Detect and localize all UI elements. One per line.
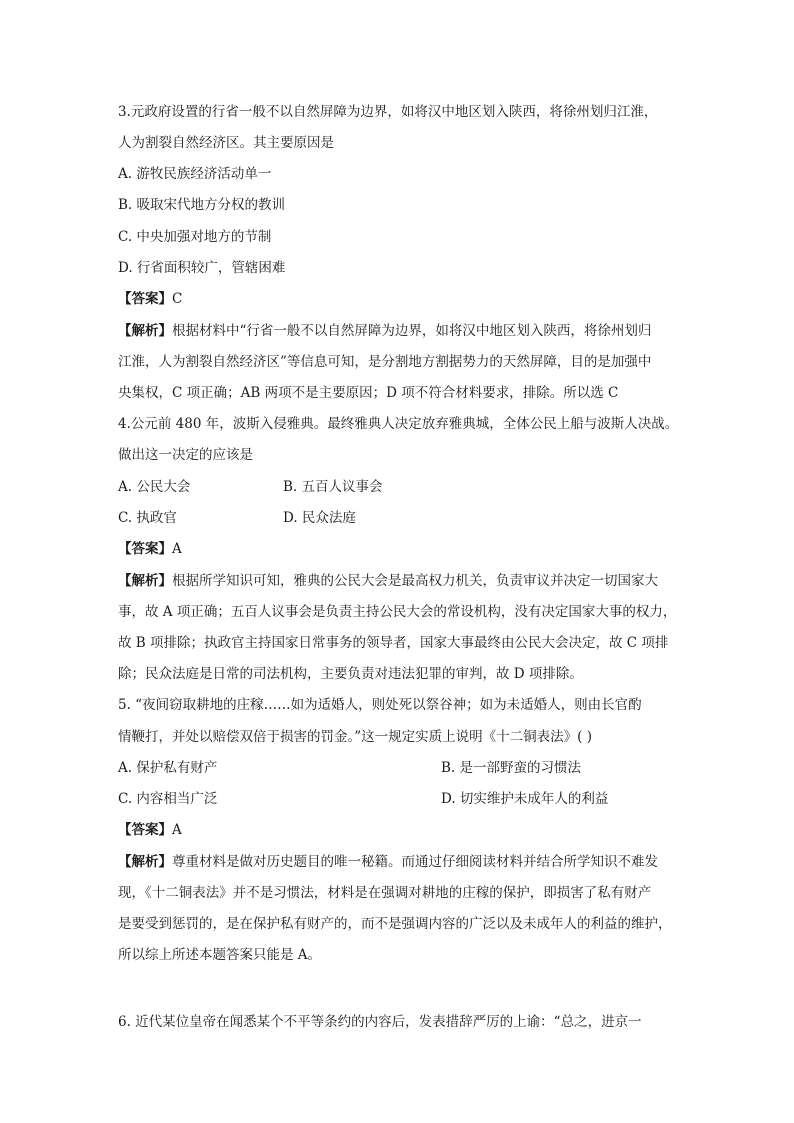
q3-option-c: C. 中央加强对地方的节制 (118, 229, 272, 245)
q3-option-d: D. 行省面积较广，管辖困难 (118, 260, 286, 276)
q5-option-b: B. 是一部野蛮的习惯法 (441, 760, 582, 776)
q3-stem-line-2: 人为割裂自然经济区。其主要原因是 (118, 135, 334, 151)
q5-analysis-line-4: 所以综上所述本题答案只能是 A。 (118, 947, 322, 963)
q4-stem-line-2: 做出这一决定的应该是 (118, 447, 253, 463)
q4-option-b: B. 五百人议事会 (283, 479, 383, 495)
q3-option-b: B. 吸取宋代地方分权的教训 (118, 197, 286, 213)
q4-option-a: A. 公民大会 (118, 479, 191, 495)
q4-analysis-line-2: 事，故 A 项正确；五百人议事会是负责主持公民大会的常设机构，没有决定国家大事的权力， (118, 604, 677, 620)
answer-value: A (172, 822, 182, 838)
q4-stem-line-1: 4.公元前 480 年，波斯入侵雅典。最终雅典人决定放弃雅典城，全体公民上船与波斯人决战。 (118, 416, 679, 432)
q4-option-d: D. 民众法庭 (283, 510, 356, 526)
q4-analysis-line-1 (118, 571, 658, 591)
q4-option-c: C. 执政官 (118, 510, 177, 526)
answer-label: 【答案】 (118, 291, 172, 307)
q3-analysis-line-3: 央集权，C 项正确；AB 两项不是主要原因；D 项不符合材料要求，排除。所以选 C (118, 385, 619, 401)
q4-analysis-line-4: 除；民众法庭是日常的司法机构，主要负责对违法犯罪的审判，故 D 项排除。 (118, 666, 583, 682)
q5-analysis-line-1 (118, 852, 658, 872)
q5-analysis-line-3: 是要受到惩罚的，是在保护私有财产的，而不是强调内容的广泛以及未成年人的利益的维护， (118, 916, 672, 932)
q5-answer (118, 820, 182, 840)
q5-stem-line-1: 5. “夜间窃取耕地的庄稼……如为适婚人，则处死以祭谷神；如为未适婚人，则由长官酌 (118, 697, 642, 713)
q3-answer (118, 289, 182, 309)
analysis-text: 根据材料中“行省一般不以自然屏障为边界，如将汉中地区划入陕西，将徐州划归 (172, 323, 652, 339)
q5-analysis-line-2: 现，《十二铜表法》并不是习惯法，材料是在强调对耕地的庄稼的保护，即损害了私有财产 (118, 885, 652, 901)
analysis-text: 尊重材料是做对历史题目的唯一秘籍。而通过仔细阅读材料并结合所学知识不难发 (172, 854, 658, 870)
q5-option-d: D. 切实维护未成年人的利益 (441, 791, 609, 807)
q4-options-row-1 (118, 477, 190, 497)
analysis-label: 【解析】 (118, 854, 172, 870)
q3-analysis-line-1 (118, 321, 651, 341)
q4-analysis-line-3: 故 B 项排除；执政官主持国家日常事务的领导者，国家大事最终由公民大会决定，故 C 项排 (118, 635, 669, 651)
q5-option-c: C. 内容相当广泛 (118, 791, 218, 807)
q3-option-a: A. 游牧民族经济活动单一 (118, 166, 272, 182)
answer-label: 【答案】 (118, 822, 172, 838)
q4-answer (118, 539, 182, 559)
answer-label: 【答案】 (118, 541, 172, 557)
q5-stem-line-2: 情鞭打，并处以赔偿双倍于损害的罚金。”这一规定实质上说明《十二铜表法》( ) (118, 729, 592, 745)
answer-value: A (172, 541, 182, 557)
answer-value: C (172, 291, 183, 307)
q3-analysis-line-2: 江淮，人为割裂自然经济区”等信息可知，是分割地方割据势力的天然屏障，目的是加强中 (118, 354, 652, 370)
analysis-text: 根据所学知识可知，雅典的公民大会是最高权力机关，负责审议并决定一切国家大 (172, 573, 658, 589)
q5-option-a: A. 保护私有财产 (118, 760, 218, 776)
analysis-label: 【解析】 (118, 573, 172, 589)
q6-stem-line-1: 6. 近代某位皇帝在闻悉某个不平等条约的内容后，发表措辞严厉的上谕：“总之，进京一 (118, 1014, 642, 1030)
q3-stem-line-1: 3.元政府设置的行省一般不以自然屏障为边界，如将汉中地区划入陕西，将徐州划归江淮， (118, 104, 658, 120)
analysis-label: 【解析】 (118, 323, 172, 339)
